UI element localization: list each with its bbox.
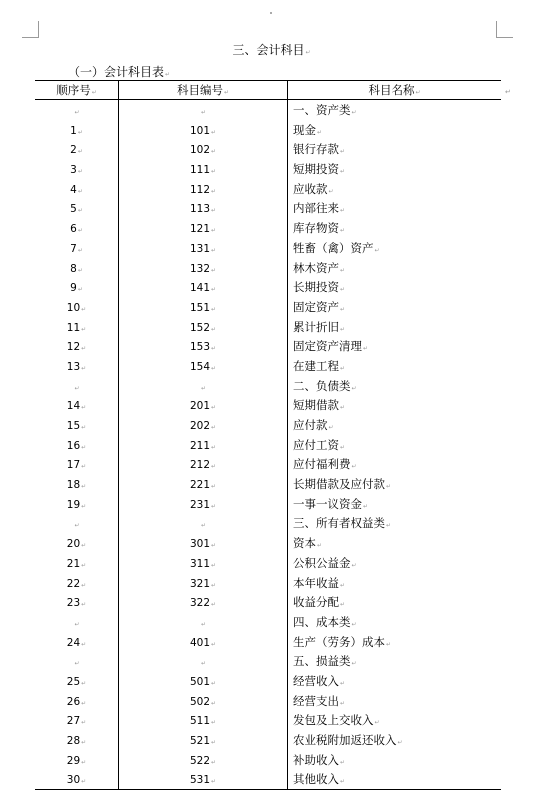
seq-cell[interactable]: ↵	[74, 522, 80, 530]
seq-cell[interactable]: 6↵	[70, 223, 83, 236]
table-row	[35, 612, 501, 632]
page-top-marker	[270, 12, 272, 14]
table-row	[35, 474, 501, 494]
seq-cell[interactable]: 9↵	[70, 282, 83, 295]
code-cell[interactable]: 322↵	[118, 592, 288, 612]
account-name-cell[interactable]: 牲畜（禽）资产↵	[293, 240, 380, 255]
account-name-cell[interactable]: 应付款↵	[293, 418, 334, 432]
table-row	[35, 139, 501, 159]
table-row	[35, 632, 501, 652]
account-name-cell[interactable]: 固定资产清理↵	[293, 339, 369, 354]
code-cell[interactable]: 522↵	[118, 750, 288, 770]
table-row	[35, 513, 501, 533]
seq-cell[interactable]: 8↵	[70, 262, 83, 275]
account-name-cell[interactable]: 经营支出↵	[293, 693, 346, 708]
row-end-marker: ↵	[505, 88, 511, 96]
seq-cell[interactable]: 20↵	[66, 538, 87, 551]
table-row	[35, 336, 501, 356]
account-name-cell[interactable]: 一、资产类↵	[293, 103, 357, 117]
account-name-cell[interactable]: 在建工程↵	[293, 358, 346, 373]
account-name-cell[interactable]: 其他收入↵	[293, 772, 346, 787]
seq-cell[interactable]: 28↵	[66, 735, 87, 747]
code-cell[interactable]: ↵	[118, 612, 288, 632]
account-name-cell[interactable]: 收益分配↵	[293, 595, 346, 610]
account-name-cell[interactable]: 累计折旧↵	[293, 319, 346, 334]
section-title[interactable]: 三、会计科目↵	[232, 43, 311, 57]
table-row	[35, 277, 501, 297]
code-cell[interactable]: 301↵	[118, 533, 288, 553]
code-cell[interactable]: 211↵	[118, 435, 288, 455]
seq-cell[interactable]: 10↵	[66, 301, 87, 314]
table-header-row	[35, 81, 501, 100]
table-row	[35, 238, 501, 258]
code-cell[interactable]: 212↵	[118, 454, 288, 474]
account-name-cell[interactable]: 公积公益金↵	[293, 555, 357, 570]
code-cell[interactable]: 102↵	[118, 139, 288, 159]
code-cell[interactable]: 511↵	[118, 710, 288, 730]
seq-cell[interactable]: 25↵	[66, 675, 87, 688]
seq-cell[interactable]: 11↵	[66, 321, 87, 334]
seq-cell[interactable]: 24↵	[66, 636, 87, 649]
table-row	[35, 533, 501, 553]
table-row	[35, 750, 501, 770]
code-cell[interactable]: 401↵	[118, 632, 288, 652]
table-row	[35, 297, 501, 317]
table-row	[35, 120, 501, 140]
seq-cell[interactable]: 23↵	[66, 597, 87, 610]
account-name-cell[interactable]: 现金↵	[293, 122, 323, 137]
code-cell[interactable]: 502↵	[118, 691, 288, 711]
account-name-cell[interactable]: 生产（劳务）成本↵	[293, 634, 392, 649]
account-name-cell[interactable]: 二、负债类↵	[293, 378, 357, 393]
table-row	[35, 218, 501, 238]
code-cell[interactable]: 152↵	[118, 317, 288, 337]
code-cell[interactable]: 521↵	[118, 730, 288, 750]
account-name-cell[interactable]: 林木资产↵	[293, 260, 346, 275]
seq-cell[interactable]: ↵	[74, 620, 80, 628]
code-cell[interactable]: ↵	[118, 651, 288, 671]
table-row	[35, 435, 501, 455]
code-cell[interactable]: 531↵	[118, 769, 288, 789]
seq-cell[interactable]: 22↵	[66, 577, 87, 590]
table-row	[35, 100, 501, 120]
account-name-cell[interactable]: 发包及上交收入↵	[293, 713, 380, 728]
code-cell[interactable]: 151↵	[118, 297, 288, 317]
seq-cell[interactable]: 18↵	[66, 479, 87, 492]
seq-cell[interactable]: ↵	[74, 109, 80, 116]
seq-cell[interactable]: 3↵	[70, 164, 83, 177]
table-row	[35, 317, 501, 337]
seq-cell[interactable]: 5↵	[70, 203, 83, 216]
account-name-cell[interactable]: 资本↵	[293, 536, 323, 551]
table-row	[35, 691, 501, 711]
account-name-cell[interactable]: 应付福利费↵	[293, 457, 357, 472]
table-row	[35, 198, 501, 218]
account-name-cell[interactable]: 经营收入↵	[293, 673, 346, 688]
table-row	[35, 651, 501, 671]
code-cell[interactable]: 221↵	[118, 474, 288, 494]
account-name-cell[interactable]: 本年收益↵	[293, 575, 346, 590]
table-row	[35, 454, 501, 474]
header-seq[interactable]: 顺序号↵	[56, 83, 97, 97]
account-name-cell[interactable]: 内部往来↵	[293, 201, 346, 216]
seq-cell[interactable]: 27↵	[66, 715, 87, 728]
account-name-cell[interactable]: 一事一议资金↵	[293, 496, 369, 511]
table-row	[35, 376, 501, 396]
account-name-cell[interactable]: 固定资产↵	[293, 299, 346, 314]
seq-cell[interactable]: 7↵	[70, 242, 83, 255]
account-name-cell[interactable]: 五、损益类↵	[293, 654, 357, 669]
table-row	[35, 592, 501, 612]
account-name-cell[interactable]: 长期投资↵	[293, 280, 346, 295]
account-name-cell[interactable]: 库存物资↵	[293, 221, 346, 236]
code-cell[interactable]: ↵	[118, 100, 288, 120]
seq-cell[interactable]: 26↵	[66, 695, 87, 708]
header-name[interactable]: 科目名称↵	[368, 83, 421, 97]
account-name-cell[interactable]: 长期借款及应付款↵	[293, 477, 392, 492]
table-body	[35, 100, 501, 790]
crop-mark-top-left	[22, 21, 39, 38]
code-cell[interactable]: ↵	[118, 376, 288, 396]
code-cell[interactable]: 201↵	[118, 395, 288, 415]
code-cell[interactable]: 321↵	[118, 573, 288, 593]
code-cell[interactable]: 113↵	[118, 198, 288, 218]
table-row	[35, 179, 501, 199]
account-name-cell[interactable]: 农业税附加返还收入↵	[293, 733, 403, 747]
seq-cell[interactable]: 30↵	[66, 774, 87, 787]
seq-cell[interactable]: 17↵	[66, 459, 87, 472]
seq-cell[interactable]: 13↵	[66, 360, 87, 373]
account-name-cell[interactable]: 三、所有者权益类↵	[293, 516, 392, 531]
code-cell[interactable]: 231↵	[118, 494, 288, 514]
seq-cell[interactable]: 1↵	[70, 124, 83, 137]
code-cell[interactable]: 153↵	[118, 336, 288, 356]
table-row	[35, 710, 501, 730]
code-cell[interactable]: 311↵	[118, 553, 288, 573]
table-row	[35, 356, 501, 376]
seq-cell[interactable]: 16↵	[66, 439, 87, 452]
seq-cell[interactable]: 4↵	[70, 183, 83, 196]
table-row	[35, 553, 501, 573]
table-row	[35, 395, 501, 415]
seq-cell[interactable]: 21↵	[66, 557, 87, 570]
seq-cell[interactable]: 29↵	[66, 754, 87, 767]
account-name-cell[interactable]: 短期投资↵	[293, 162, 346, 177]
seq-cell[interactable]: 12↵	[66, 341, 87, 354]
code-cell[interactable]: 121↵	[118, 218, 288, 238]
code-cell[interactable]: 154↵	[118, 356, 288, 376]
account-name-cell[interactable]: 应付工资↵	[293, 437, 346, 452]
account-name-cell[interactable]: 应收款↵	[293, 181, 334, 196]
table-row	[35, 730, 501, 750]
seq-cell[interactable]: ↵	[74, 660, 80, 668]
code-cell[interactable]: 501↵	[118, 671, 288, 691]
code-cell[interactable]: 132↵	[118, 258, 288, 278]
header-code[interactable]: 科目编号↵	[118, 81, 288, 99]
code-cell[interactable]: 101↵	[118, 120, 288, 140]
account-name-cell[interactable]: 四、成本类↵	[293, 614, 357, 629]
table-title[interactable]: （一）会计科目表↵	[68, 65, 171, 79]
table-row	[35, 258, 501, 278]
account-name-cell[interactable]: 补助收入↵	[293, 752, 346, 767]
table-row	[35, 415, 501, 435]
seq-cell[interactable]: 19↵	[66, 498, 87, 511]
crop-mark-top-right	[496, 21, 513, 38]
table-row	[35, 769, 501, 790]
code-cell[interactable]: 202↵	[118, 415, 288, 435]
code-cell[interactable]: 141↵	[118, 277, 288, 297]
seq-cell[interactable]: 14↵	[66, 400, 87, 413]
table-row	[35, 494, 501, 514]
accounts-table	[35, 80, 501, 790]
code-cell[interactable]: 112↵	[118, 179, 288, 199]
code-cell[interactable]: 111↵	[118, 159, 288, 179]
account-name-cell[interactable]: 银行存款↵	[293, 142, 346, 157]
code-cell[interactable]: ↵	[118, 513, 288, 533]
code-cell[interactable]: 131↵	[118, 238, 288, 258]
table-row	[35, 159, 501, 179]
account-name-cell[interactable]: 短期借款↵	[293, 398, 346, 413]
seq-cell[interactable]: ↵	[74, 384, 80, 392]
seq-cell[interactable]: 2↵	[70, 144, 83, 157]
seq-cell[interactable]: 15↵	[66, 420, 87, 432]
table-row	[35, 573, 501, 593]
table-row	[35, 671, 501, 691]
